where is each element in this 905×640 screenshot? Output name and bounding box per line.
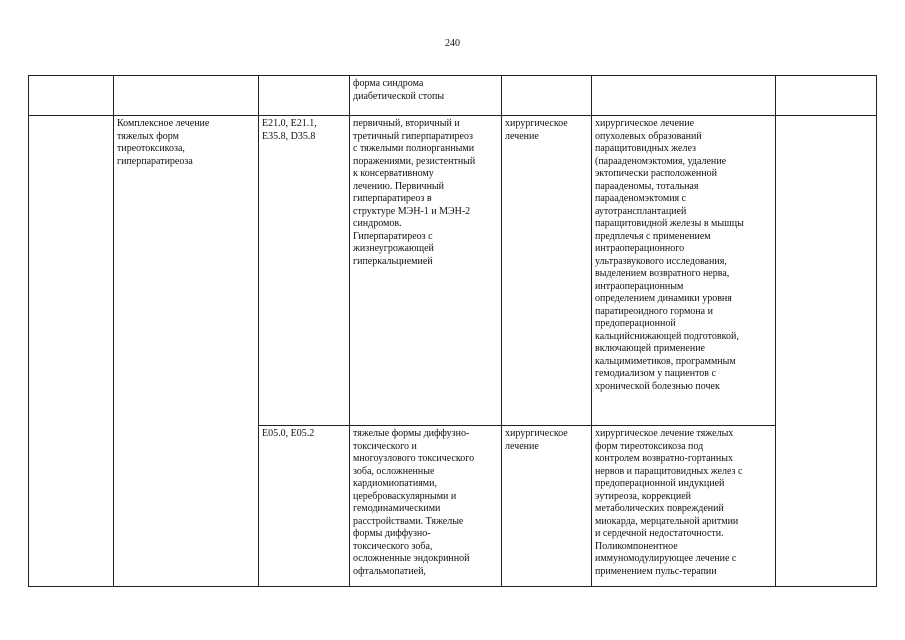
cell-treatment-type: хирургическое лечение	[502, 426, 592, 587]
cell-disease: тяжелые формы диффузно- токсического и многоузлового токсического зоба, осложненные кардиомиопатиями, цереброваскулярными и гемодинамическими расстройствами. Тяжелые формы диффузно- токсического зоба, осложненные эндокринной офтальмопатией,	[350, 426, 502, 587]
cell-number	[29, 116, 114, 587]
cell-disease: форма синдрома диабетической стопы	[350, 76, 502, 116]
cell-codes: E21.0, E21.1, E35.8, D35.8	[259, 116, 350, 426]
cell-number	[29, 76, 114, 116]
cell-disease: первичный, вторичный и третичный гиперпаратиреоз с тяжелыми полиорганными поражениями, резистентный к консервативному лечению. Первичный гиперпаратиреоз в структуре МЭН-1 и МЭН-2 синдромов. Гиперпаратиреоз с жизнеугрожающей гиперкальциемией	[350, 116, 502, 426]
cell-treatment-type	[502, 76, 592, 116]
cell-codes	[259, 76, 350, 116]
cell-method	[592, 76, 776, 116]
table-row	[29, 116, 877, 426]
cell-codes: E05.0, E05.2	[259, 426, 350, 587]
cell-group-name	[114, 76, 259, 116]
cell-group-name: Комплексное лечение тяжелых форм тиреотоксикоза, гиперпаратиреоза	[114, 116, 259, 587]
cell-method: хирургическое лечение опухолевых образований паращитовидных желез (парааденомэктомия, удаление эктопически расположенной парааденомы, тотальная парааденомэктомия с аутотрансплантацией паращитовидной железы в мышцы предплечья с применением интраоперационного ультразвукового исследования, выделением возвратного нерва, интраоперационным определением динамики уровня паратиреоидного гормона и предоперационной кальцийснижающей подготовкой, включающей применение кальцимиметиков, программным гемодиализом у пациентов с хронической болезнью почек	[592, 116, 776, 426]
treatment-table	[28, 75, 877, 587]
cell-treatment-type: хирургическое лечение	[502, 116, 592, 426]
cell-cost	[776, 116, 877, 587]
page-number: 240	[445, 38, 460, 49]
table-row-continued	[29, 76, 877, 116]
cell-method: хирургическое лечение тяжелых форм тиреотоксикоза под контролем возвратно-гортанных нервов и паращитовидных желез с предоперационной индукцией эутиреоза, коррекцией метаболических повреждений миокарда, мерцательной аритмии и сердечной недостаточности. Поликомпонентное иммуномодулирующее лечение с применением пульс-терапии	[592, 426, 776, 587]
cell-cost	[776, 76, 877, 116]
